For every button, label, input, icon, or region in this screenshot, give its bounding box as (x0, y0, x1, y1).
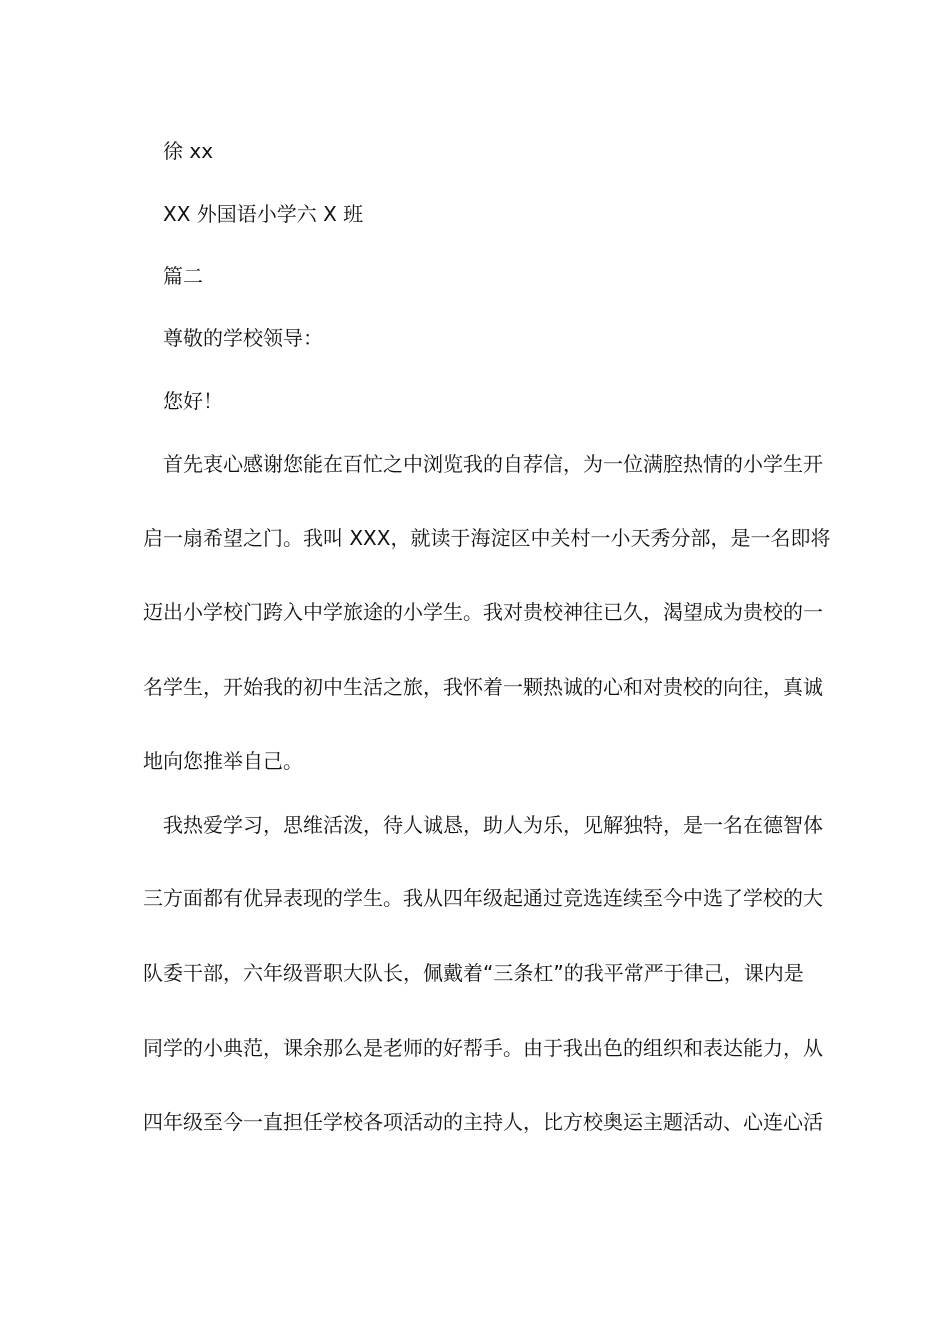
paragraph-1-line-1: 首先衷心感谢您能在百忙之中浏览我的自荐信，为一位满腔热情的小学生开 (163, 452, 823, 476)
paragraph-1-line-2: 启一扇希望之门。我叫 XXX，就读于海淀区中关村一小天秀分部，是一名即将 (143, 526, 831, 550)
salutation: 尊敬的学校领导： (163, 326, 323, 350)
paragraph-1-line-3: 迈出小学校门跨入中学旅途的小学生。我对贵校神往已久，渴望成为贵校的一 (143, 600, 823, 624)
paragraph-1-line-5: 地向您推举自己。 (143, 749, 303, 773)
paragraph-2-line-2: 三方面都有优异表现的学生。我从四年级起通过竞选连续至今中选了学校的大 (143, 886, 823, 910)
paragraph-2-line-3: 队委干部，六年级晋职大队长，佩戴着“三条杠”的我平常严于律己，课内是 (143, 961, 804, 985)
paragraph-2-line-1: 我热爱学习，思维活泼，待人诚恳，助人为乐，见解独特，是一名在德智体 (163, 813, 823, 837)
section-heading: 篇二 (163, 264, 203, 288)
paragraph-2-line-5: 四年级至今一直担任学校各项活动的主持人，比方校奥运主题活动、心连心活 (143, 1110, 823, 1134)
paragraph-2-line-4: 同学的小典范，课余那么是老师的好帮手。由于我出色的组织和表达能力，从 (143, 1036, 823, 1060)
signature-school: XX 外国语小学六 X 班 (163, 202, 364, 226)
greeting: 您好！ (163, 389, 223, 413)
paragraph-1-line-4: 名学生，开始我的初中生活之旅，我怀着一颗热诚的心和对贵校的向往，真诚 (143, 675, 823, 699)
signature-name: 徐 xx (163, 139, 214, 163)
